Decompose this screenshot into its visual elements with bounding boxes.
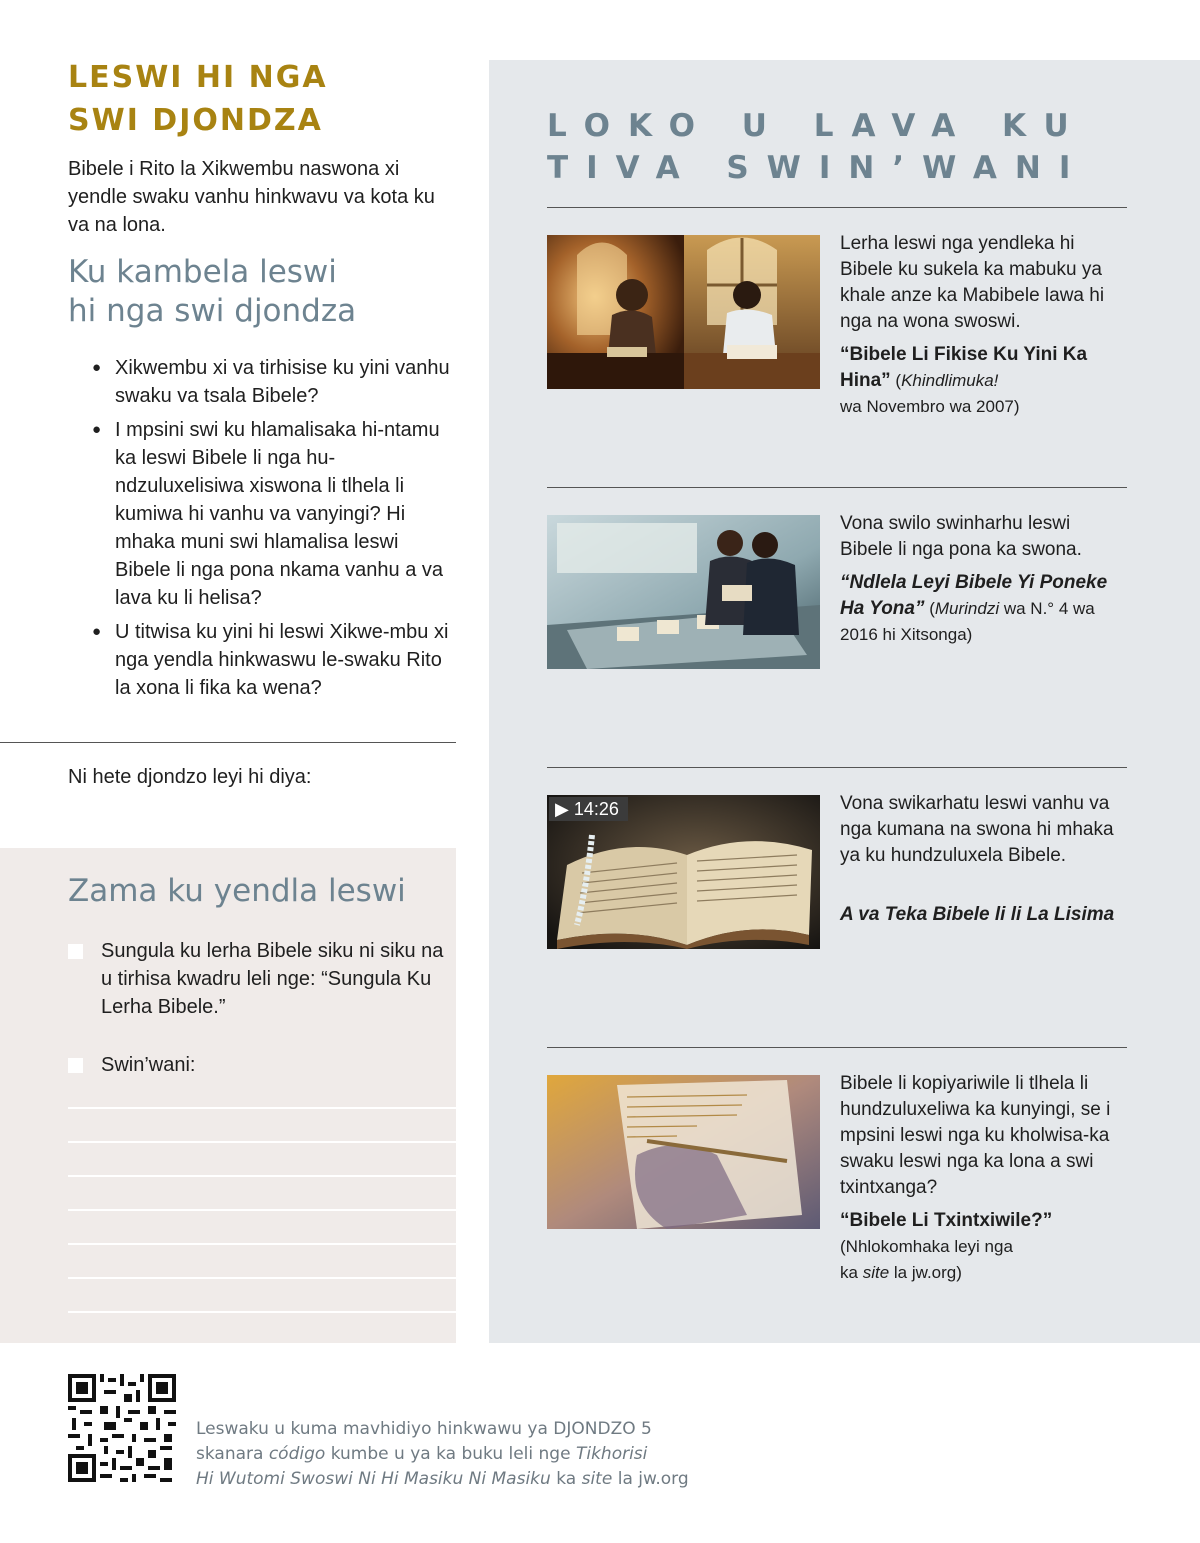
footer-line3	[196, 1467, 716, 1492]
footer-text-italic: site	[581, 1469, 613, 1489]
try-this-title: Zama ku yendla leswi	[68, 873, 406, 909]
review-question-text: Xikwembu xi va tirhisise ku yini vanhu swaku va tsala Bibele?	[115, 357, 450, 407]
writing-line[interactable]	[68, 1141, 456, 1143]
studied-date-label: Ni hete djondzo leyi hi diya:	[68, 766, 312, 788]
divider	[547, 767, 1127, 768]
checklist-item-text: Sungula ku lerha Bibele siku ni siku na u tirhisa kwadru leli nge: “Sungula Ku Lerha Bibele.”	[101, 940, 444, 1018]
resource-reference[interactable]	[840, 1208, 1130, 1286]
review-questions	[90, 354, 452, 708]
resource-reference[interactable]	[840, 902, 1130, 928]
resource-reference-detail: (Nhlokomhaka leyi nga	[840, 1237, 1013, 1256]
checklist-item-text: Swin’wani:	[101, 1054, 196, 1076]
more-info-title	[547, 105, 1147, 189]
resource-reference-post: la jw.org)	[889, 1263, 962, 1282]
resource-reference[interactable]	[840, 342, 1130, 420]
resource-reference-pre: ka	[840, 1263, 863, 1282]
bullet-icon: ●	[92, 623, 102, 640]
resource-reference-open: (	[924, 599, 935, 618]
resource-reference-detail: wa N.° 4 wa 2016 hi Xitsonga)	[840, 599, 1095, 644]
resource-reference-open: (	[890, 371, 902, 390]
footer-note	[196, 1417, 716, 1492]
checklist-item	[68, 937, 448, 1027]
resource-description: Vona swikarhatu leswi vanhu va nga kumana na swona hi mhaka ya ku hundzuluxela Bibele.	[840, 793, 1114, 866]
lesson-title	[68, 56, 448, 142]
lesson-title-line1: LESWI HI NGA	[68, 60, 328, 95]
review-question	[90, 618, 452, 702]
review-title-line2: hi nga swi djondza	[68, 293, 357, 329]
resource-reference-title[interactable]: “Ndlela Leyi Bibele Yi Poneke Ha Yona”	[840, 572, 1108, 619]
resource-reference-source: Khindlimuka!	[901, 371, 999, 390]
checkbox[interactable]	[68, 1058, 83, 1073]
review-question-text: U titwisa ku yini hi leswi Xikwe-mbu xi nga yendla hinkwaswu le-swaku Rito la xona li fika ka wena?	[115, 621, 449, 699]
divider	[547, 207, 1127, 208]
museum-couple-image[interactable]	[547, 515, 820, 669]
resource-description: Vona swilo swinharhu leswi Bibele li nga pona ka swona.	[840, 513, 1082, 560]
lesson-title-line2: SWI DJONDZA	[68, 103, 323, 138]
qr-code-image[interactable]	[68, 1374, 176, 1482]
resource-reference-source: Murindzi	[934, 599, 1000, 618]
resource-reference-title[interactable]: “Bibele Li Fikise Ku Yini Ka Hina”	[840, 344, 1088, 391]
writing-line[interactable]	[68, 1243, 456, 1245]
footer-text-part: la jw.org	[612, 1469, 689, 1489]
resource-reference-title[interactable]: A va Teka Bibele li li La Lisima	[840, 904, 1115, 925]
more-info-title-line2: TIVA SWIN’WANI	[547, 150, 1089, 186]
review-title-line1: Ku kambela leswi	[68, 254, 337, 290]
resource-description: Bibele li kopiyariwile li tlhela li hundzuluxeliwa ka kunyingi, se i mpsini leswi nga ku kholwisa-ka swaku leswi nga ka lona a swi txintxanga?	[840, 1073, 1111, 1198]
resource-reference-title[interactable]: “Bibele Li Txintxiwile?”	[840, 1210, 1053, 1231]
bullet-icon: ●	[92, 359, 102, 376]
resource-reference[interactable]	[840, 570, 1130, 648]
more-info-title-line1: LOKO U LAVA KU	[547, 108, 1087, 144]
bullet-icon: ●	[92, 421, 102, 438]
writing-line[interactable]	[68, 1311, 456, 1313]
hand-copying-image[interactable]	[547, 1075, 820, 1229]
scribe-and-reader-image[interactable]	[547, 235, 820, 389]
footer-text-italic: Hi Wutomi Swoswi Ni Hi Masiku Ni Masiku	[196, 1469, 551, 1489]
checklist-item	[68, 1051, 448, 1081]
resource-reference-site: site	[862, 1263, 890, 1282]
divider	[547, 487, 1127, 488]
resource-reference-detail: wa Novembro wa 2007)	[840, 397, 1020, 416]
intro-text: Bibele i Rito la Xikwembu naswona xi yendle swaku vanhu hinkwavu va kota ku va na lona.	[68, 158, 435, 236]
review-question	[90, 354, 452, 410]
footer-text-italic: Tikhorisi	[575, 1444, 648, 1464]
divider	[547, 1047, 1127, 1048]
play-icon: ▶	[555, 799, 574, 819]
footer-text-italic: código	[268, 1444, 326, 1464]
try-this-box	[0, 848, 456, 1343]
writing-line[interactable]	[68, 1175, 456, 1177]
resource-description: Lerha leswi nga yendleka hi Bibele ku sukela ka mabuku ya khale anze ka Mabibele lawa hi nga na wona swoswi.	[840, 233, 1105, 332]
footer-line2	[196, 1442, 716, 1467]
footer-line1: Leswaku u kuma mavhidiyo hinkwawu ya DJONDZO 5	[196, 1419, 652, 1439]
footer-text-part: kumbe u ya ka buku leli nge	[325, 1444, 576, 1464]
footer-text-part: ka	[550, 1469, 582, 1489]
divider	[0, 742, 456, 743]
writing-line[interactable]	[68, 1209, 456, 1211]
writing-line[interactable]	[68, 1107, 456, 1109]
video-duration: 14:26	[573, 799, 619, 819]
checkbox[interactable]	[68, 944, 83, 959]
video-duration-badge[interactable]	[549, 797, 628, 821]
review-title	[68, 253, 448, 331]
writing-line[interactable]	[68, 1277, 456, 1279]
review-question	[90, 416, 452, 612]
review-question-text: I mpsini swi ku hlamalisaka hi-ntamu ka leswi Bibele li nga hu-ndzuluxelisiwa xiswona li tlhela li kumiwa hi vanhu va vanyingi? Hi mhaka muni swi hlamalisa leswi Bibele li nga pona nkama vanhu a va lava ku li helisa?	[115, 419, 444, 609]
footer-text-part: skanara	[196, 1444, 269, 1464]
